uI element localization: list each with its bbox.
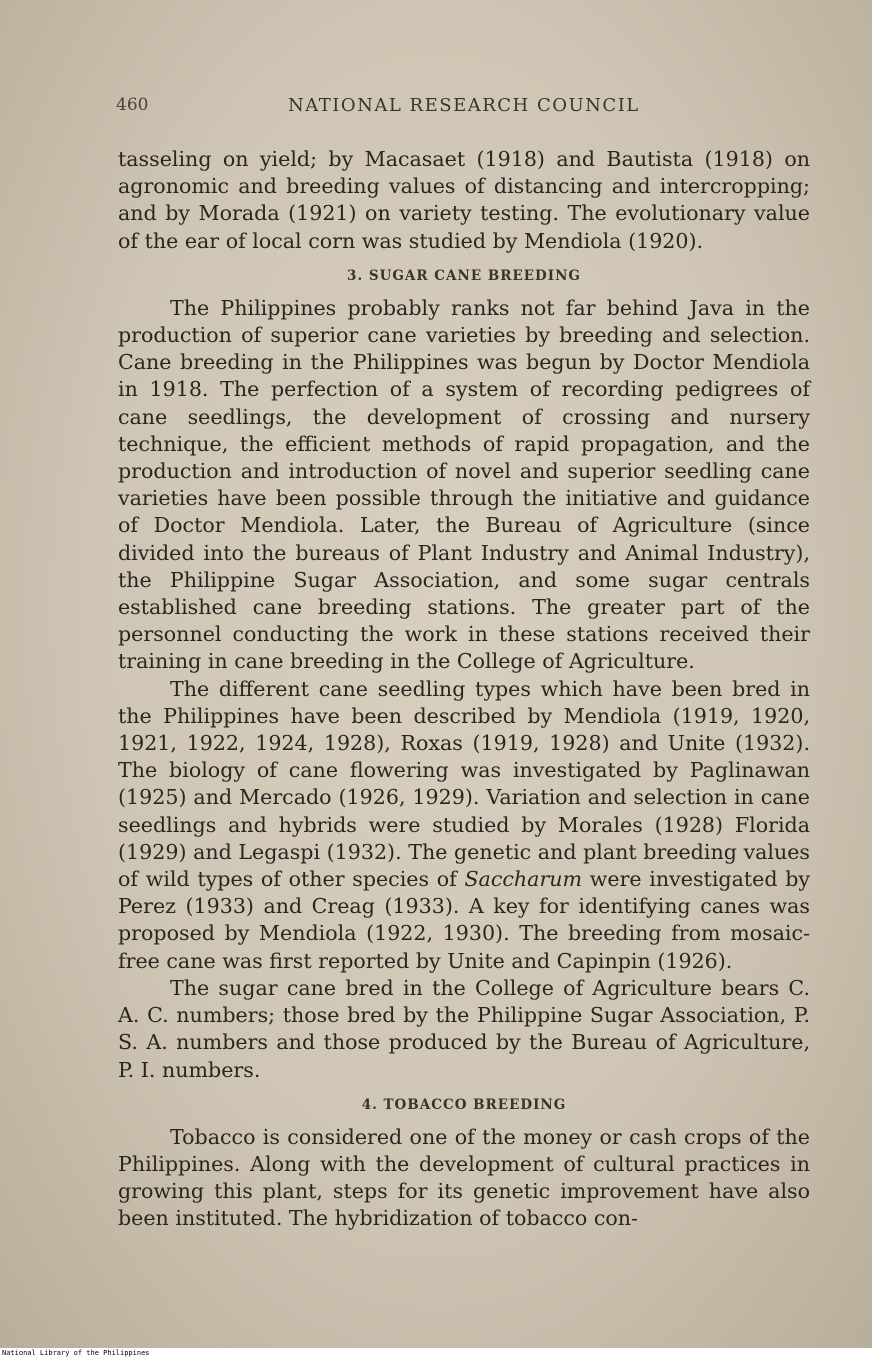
- section-heading-tobacco: 4. TOBACCO BREEDING: [361, 1096, 567, 1113]
- page-number: 460: [116, 95, 149, 115]
- opening-paragraph: tasseling on yield; by Macasaet (1918) and Bautista (1918) on agronomic and breeding values of distancing and intercropping; and by Morada (1921) on variety testing. The evolutionary value of the ear of local corn was studied by Mendiola (1920).: [118, 147, 810, 253]
- italic-term: Saccharum: [464, 867, 583, 892]
- page-body: [118, 146, 810, 1233]
- paragraph: The Philippines probably ranks not far behind Java in the production of superior cane varieties by breeding and selection. Cane breeding in the Philippines was begun by Doctor Mendiola in 1918. The perfection of a system of recording pedigrees of cane seedlings, the development of crossing and nursery technique, the efficient methods of rapid propagation, and the production and introduction of novel and superior seedling cane varieties have been possible through the initiative and guidance of Doctor Mendiola. Later, the Bureau of Agriculture (since divided into the bureaus of Plant Industry and Animal Industry), the Philippine Sugar Association, and some sugar centrals established cane breeding stations. The greater part of the personnel conducting the work in these stations received their training in cane breeding in the College of Agriculture.: [118, 295, 810, 674]
- running-title: NATIONAL RESEARCH COUNCIL: [288, 95, 640, 116]
- section-heading-sugar-cane: 3. SUGAR CANE BREEDING: [347, 267, 581, 284]
- paragraph: Tobacco is considered one of the money or cash crops of the Philippines. Along with the development of cultural practices in growing this plant, steps for its genetic improvement have also been instituted. The hybridization of tobacco con-: [118, 1124, 810, 1231]
- paragraph-text: The different cane seedling types which have been bred in the Philippines have been described by Mendiola (1919, 1920, 1921, 1922, 1924, 1928), Roxas (1919, 1928) and Unite (1932). The biology of cane flowering was investigated by Paglinawan (1925) and Mercado (1926, 1929). Variation and selection in cane seedlings and hybrids were studied by Morales (1928) Florida (1929) and Legaspi (1932). The genetic and plant breeding values of wild types of other species of: [118, 676, 810, 892]
- page-header: [116, 95, 816, 121]
- paragraph-text: were investigated by Perez (1933) and Creag (1933). A key for identifying canes was proposed by Mendiola (1922, 1930). The breeding from mosaic-free cane was first reported by Unite and Capinpin (1926).: [118, 867, 811, 973]
- paragraph: The sugar cane bred in the College of Agriculture bears C. A. C. numbers; those bred by the Philippine Sugar Association, P. S. A. numbers and those produced by the Bureau of Agriculture, P. I. numbers.: [118, 975, 810, 1082]
- footer-credit: National Library of the Philippines: [0, 1348, 872, 1358]
- paragraph: [118, 676, 810, 975]
